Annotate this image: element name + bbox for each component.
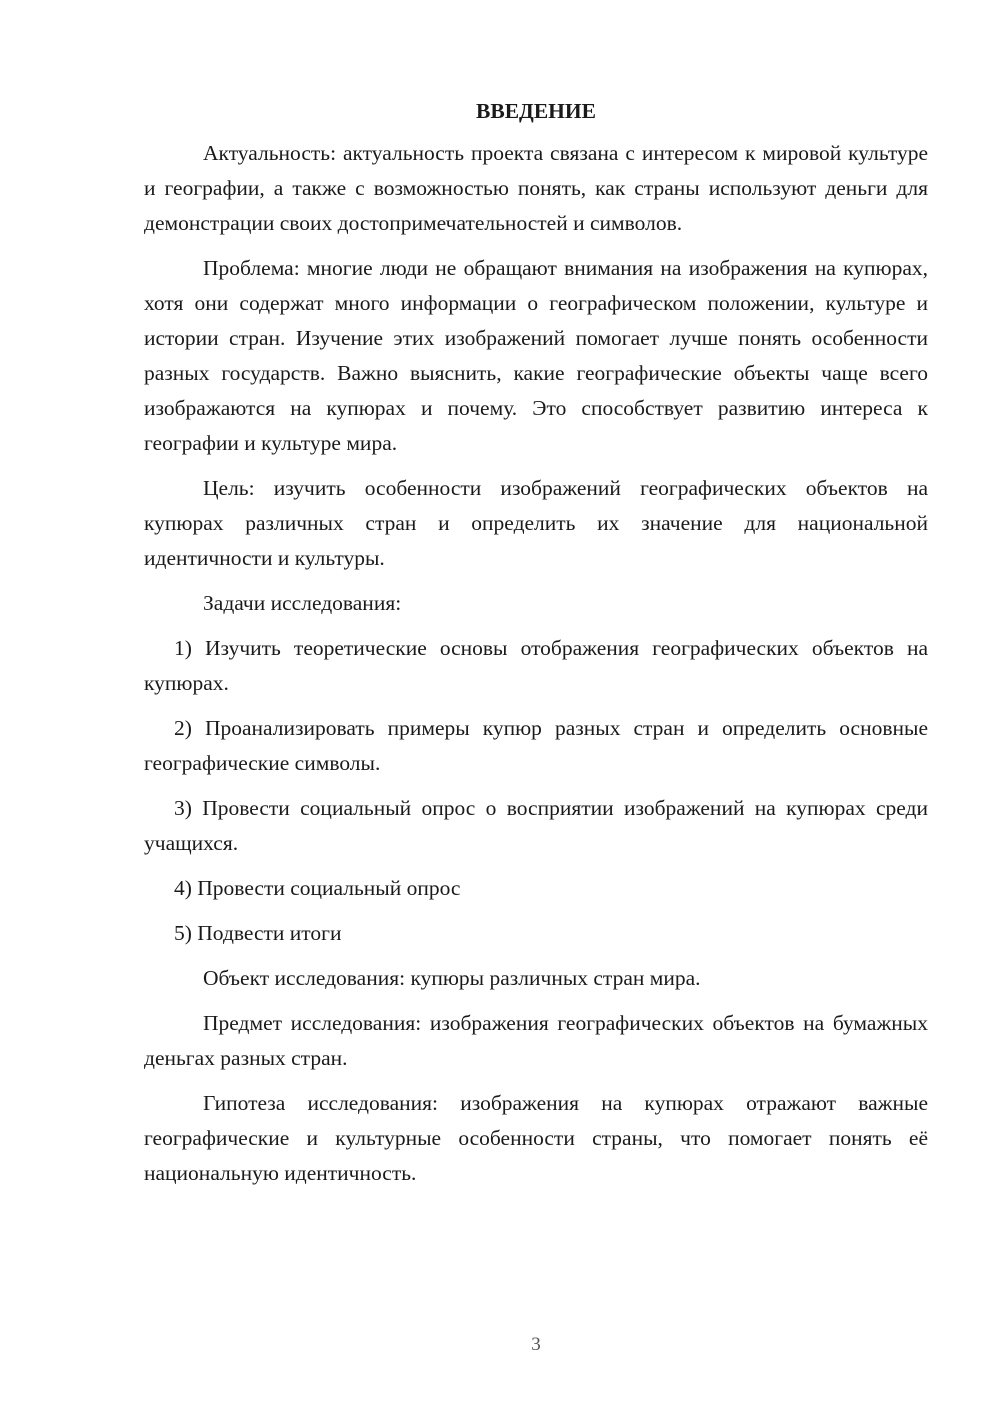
paragraph-tasks-heading: Задачи исследования: xyxy=(203,591,402,615)
page-body xyxy=(144,96,928,1201)
paragraph-hypothesis: Гипотеза исследования: изображения на купюрах отражают важные географические и культурные особенности страны, что помогает понять её национальную идентичность. xyxy=(144,1091,928,1185)
task-item-5: 5) Подвести итоги xyxy=(174,921,342,945)
task-item-1: 1) Изучить теоретические основы отображения географических объектов на купюрах. xyxy=(144,636,928,695)
paragraph-problem: Проблема: многие люди не обращают внимания на изображения на купюрах, хотя они содержат много информации о географическом положении, культуре и истории стран. Изучение этих изображений помогает лучше понять особенности разных государств. Важно выяснить, какие географические объекты чаще всего изображаются на купюрах и почему. Это способствует развитию интереса к географии и культуре мира. xyxy=(144,256,928,455)
paragraph-goal: Цель: изучить особенности изображений географических объектов на купюрах различных стран и определить их значение для национальной идентичности и культуры. xyxy=(144,476,928,570)
task-item-3: 3) Провести социальный опрос о восприятии изображений на купюрах среди учащихся. xyxy=(144,796,928,855)
page-number: 3 xyxy=(531,1334,541,1355)
paragraph-subject: Предмет исследования: изображения географических объектов на бумажных деньгах разных стран. xyxy=(144,1011,928,1070)
task-item-4: 4) Провести социальный опрос xyxy=(174,876,461,900)
paragraph-object: Объект исследования: купюры различных стран мира. xyxy=(203,966,701,990)
paragraph-relevance: Актуальность: актуальность проекта связана с интересом к мировой культуре и географии, а также с возможностью понять, как страны используют деньги для демонстрации своих достопримечательностей и символов. xyxy=(144,141,928,235)
page-title: ВВЕДЕНИЕ xyxy=(476,99,596,123)
task-item-2: 2) Проанализировать примеры купюр разных стран и определить основные географические символы. xyxy=(144,716,928,775)
